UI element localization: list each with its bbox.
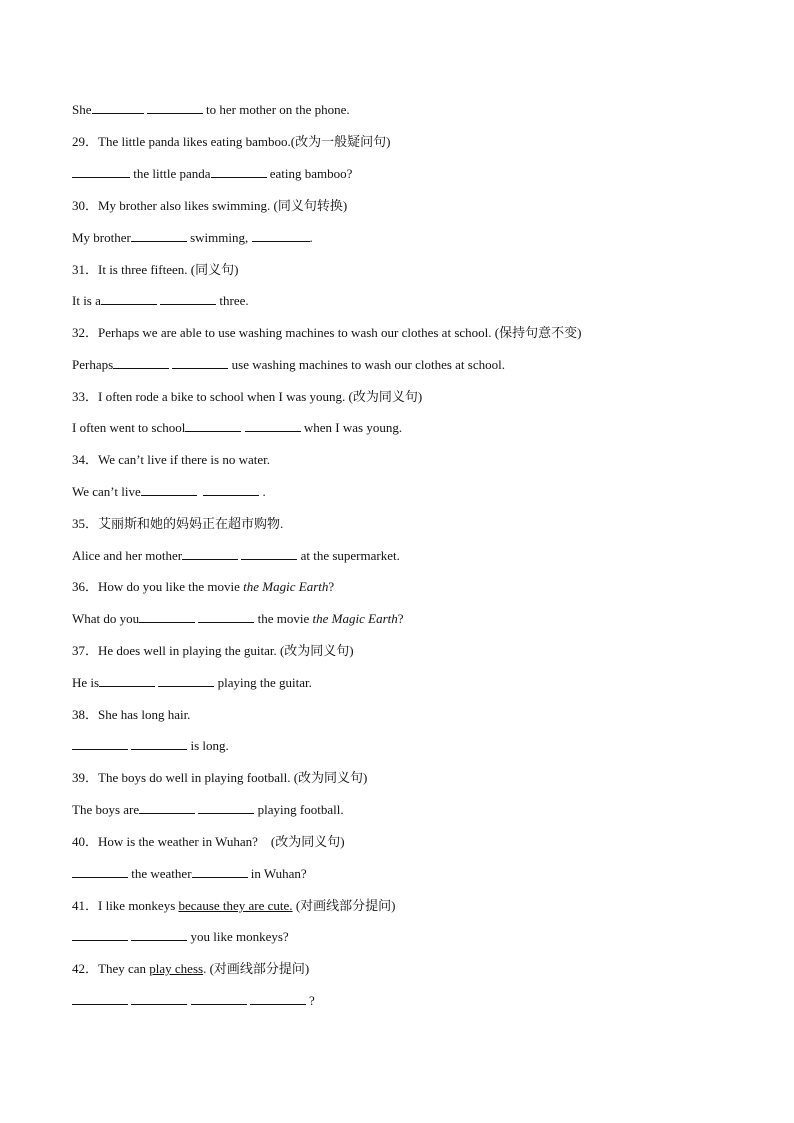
blank [241,547,297,560]
question-text: 29．The little panda likes eating bamboo.(改为一般疑问句) [72,134,391,149]
answer-line-32: Perhaps use washing machines to wash our clothes at school. [72,357,505,372]
blank [192,865,248,878]
blank [198,610,254,623]
blank [113,356,169,369]
blank [92,101,144,114]
question-text: 40．How is the weather in Wuhan? (改为同义句) [72,834,345,849]
question-33 [72,388,754,406]
answer-line-33: I often went to school when I was young. [72,420,403,435]
question-35 [72,515,754,533]
question-text: 34．We can’t live if there is no water. [72,452,270,467]
question-text: 38．She has long hair. [72,707,191,722]
answer-line-38: is long. [72,737,754,755]
blank [131,928,187,941]
answer-line-37: He is playing the guitar. [72,675,312,690]
movie-title: the Magic Earth [312,611,398,626]
answer-line-40: the weather in Wuhan? [72,865,754,883]
question-32 [72,324,754,342]
answer-line-31: It is a three. [72,293,249,308]
question-text: 31．It is three fifteen. (同义句) [72,262,239,277]
underlined-part: play chess [149,961,204,976]
blank [139,801,195,814]
question-36: 36．How do you like the movie the Magic Earth? [72,579,335,594]
blank [250,992,306,1005]
blank [160,292,216,305]
question-text: 32．Perhaps we are able to use washing machines to wash our clothes at school. (保持句意不变) [72,325,582,340]
question-38 [72,706,754,724]
answer-line-30: My brother swimming, . [72,230,313,245]
blank [72,865,128,878]
text: She [72,102,92,117]
question-30 [72,197,754,215]
blank [211,165,267,178]
blank [131,992,187,1005]
blank [131,737,187,750]
answer-line-41: you like monkeys? [72,928,754,946]
blank [198,801,254,814]
blank [182,547,238,560]
blank [203,483,259,496]
question-text: 35．艾丽斯和她的妈妈正在超市购物. [72,516,284,531]
blank [101,292,157,305]
blank [72,737,128,750]
answer-line-36: What do you the movie the Magic Earth? [72,611,404,626]
blank [191,992,247,1005]
blank [139,610,195,623]
blank [252,229,310,242]
blank [72,992,128,1005]
question-40 [72,833,754,851]
blank [158,674,214,687]
blank [172,356,228,369]
answer-line-34: We can’t live . [72,484,266,499]
answer-line-35: Alice and her mother at the supermarket. [72,548,400,563]
question-42: 42．They can play chess. (对画线部分提问) [72,961,310,976]
answer-line-42: ? [72,992,754,1010]
question-37 [72,642,754,660]
question-text: 39．The boys do well in playing football. (改为同义句) [72,770,368,785]
underlined-part: because they are cute. [178,898,293,913]
blank [99,674,155,687]
blank [72,165,130,178]
answer-line-28 [72,101,754,119]
blank [147,101,203,114]
answer-line-29: the little panda eating bamboo? [72,165,754,183]
question-41: 41．I like monkeys because they are cute. (对画线部分提问) [72,898,396,913]
question-34 [72,451,754,469]
question-39 [72,769,754,787]
blank [131,229,187,242]
question-text: 30．My brother also likes swimming. (同义句转换) [72,198,348,213]
question-text: 33．I often rode a bike to school when I was young. (改为同义句) [72,389,423,404]
text: to her mother on the phone. [202,102,350,117]
question-29 [72,133,754,151]
movie-title: the Magic Earth [243,579,329,594]
answer-line-39: The boys are playing football. [72,802,344,817]
blank [245,419,301,432]
question-31 [72,261,754,279]
blank [185,419,241,432]
blank [141,483,197,496]
question-text: 37．He does well in playing the guitar. (改为同义句) [72,643,354,658]
blank [72,928,128,941]
